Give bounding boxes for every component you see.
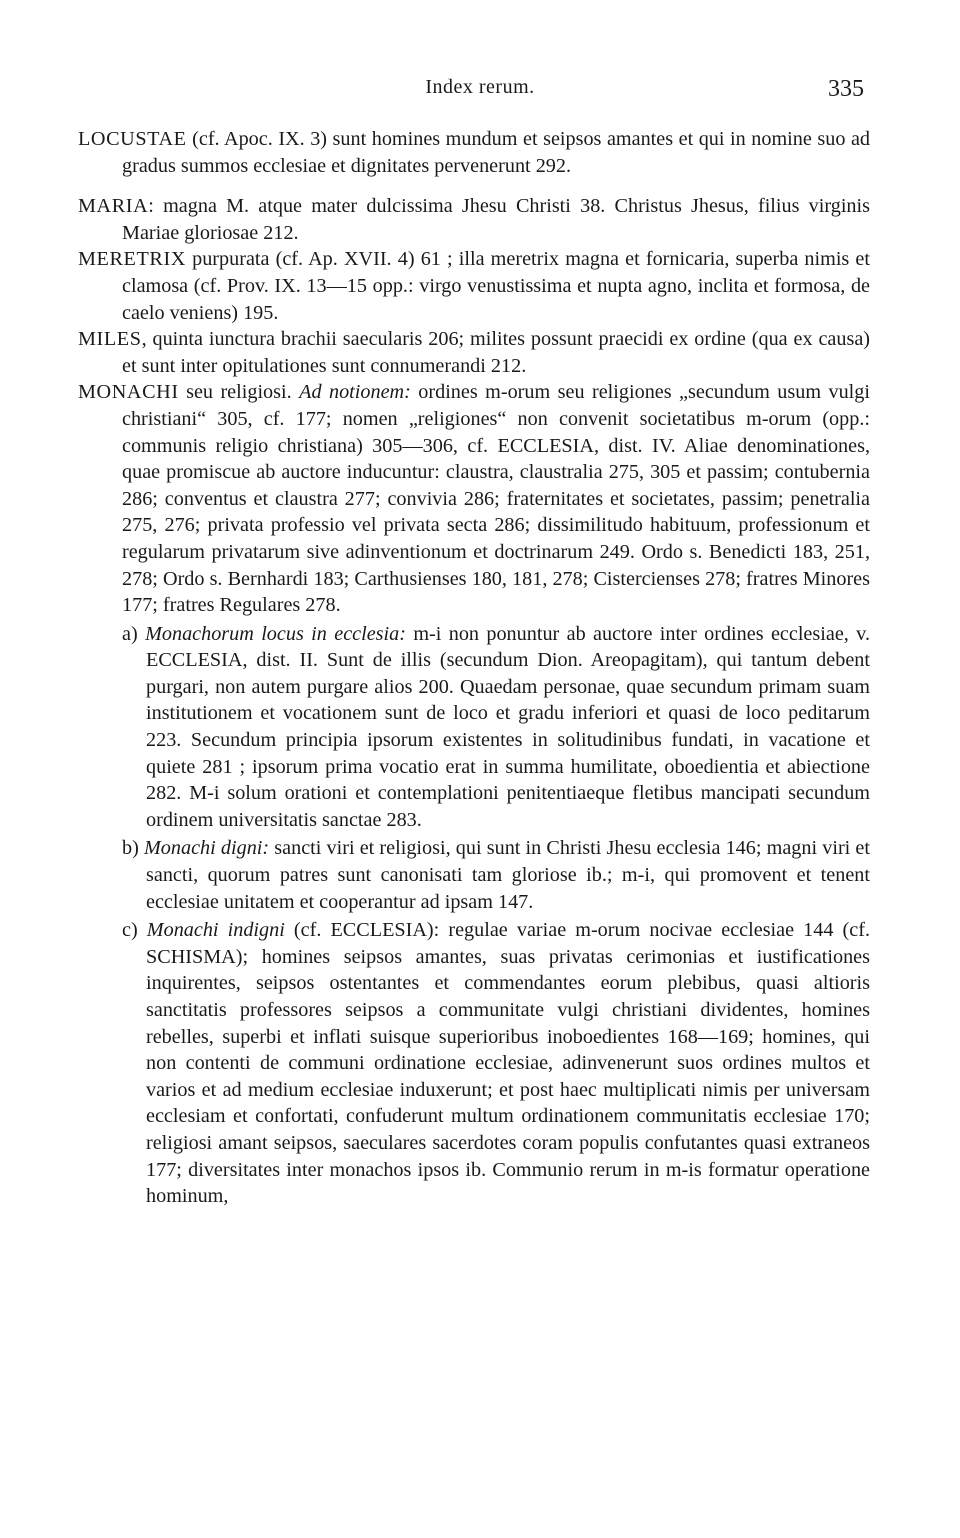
subentry-a: [122, 621, 870, 834]
entry-lead-italic: Ad notionem:: [299, 381, 411, 404]
entry-text: : magna M. atque mater dulcissima Jhesu Christi 38. Christus Jhesus, filius virginis Mariae gloriosae 212.: [122, 195, 870, 244]
subentry-title: Monachorum locus in ecclesia:: [145, 622, 406, 645]
index-entry-maria: [78, 193, 870, 246]
subentry-title: Monachi digni:: [143, 837, 270, 860]
entry-lead: seu religiosi.: [178, 381, 300, 404]
entry-headword: LOCUSTAE: [78, 128, 187, 150]
index-body: [78, 126, 870, 1212]
subentry-text: m-i non ponuntur ab auctore inter ordines ecclesiae, v. ECCLESIA, dist. II. Sunt de illis (secundum Dion. Areopagitam), qui tantum debent purgari, non autem purgare alios 200. Quaedam personae, quae secundum primam suam institutionem et vocationem sunt de loco et gradu inferiori et quasi de loco peditarum 223. Secundum principia ipsorum existentes in solitudinibus fundati, in vacatione et quiete 281 ; ipsorum prima vocatio erat in summa humilitate, oboedientia et abiectione 282. M-i solum orationi et contemplationi penitentiaeque fletibus mancipati secundum ordinem universitatis sanctae 283.: [146, 622, 871, 831]
subentry-label: a): [122, 622, 138, 645]
entry-headword: MERETRIX: [78, 248, 186, 271]
entry-headword: MONACHI: [78, 381, 179, 404]
page-number: 335: [828, 76, 864, 102]
subentry-b: [122, 835, 870, 915]
subentry-text: sancti viri et religiosi, qui sunt in Christi Jhesu ecclesia 146; magni viri et sancti, quorum patres sunt canonisati tam gloriose ib.; m-i, qui promovent et tenent ecclesiae unitatem et cooperantur ad ipsam 147.: [146, 837, 870, 913]
subentry-c: [122, 917, 870, 1210]
index-entry-miles: [78, 326, 870, 379]
subentry-label: c): [122, 919, 138, 942]
entry-text: purpurata (cf. Ap. XVII. 4) 61 ; illa meretrix magna et fornicaria, superba nimis et clamosa (cf. Prov. IX. 13—15 opp.: virgo venustissima et nupta agno, inclita et formosa, de caelo veniens) 195.: [122, 248, 870, 324]
subentry-label: b): [122, 837, 139, 860]
entry-headword: MARIA: [78, 195, 149, 218]
running-title: Index rerum.: [425, 76, 535, 98]
subentry-text: (cf. ECCLESIA): regulae variae m-orum nocivae ecclesiae 144 (cf. SCHISMA); homines seipsos amantes, suas privatas cerimonias et iustificationes inquirentes, seipsos ostentantes et commendantes eorum plebibus, quasi altioris sanctitatis professores seipsos a communitate vulgi christiani dividentes, homines rebelles, superbi et inflati suisque superioribus inoboedientes 168—169; homines, qui non contenti de communi ordinatione ecclesiae, adinvenerunt suos ordines multos et varios et ad medium ecclesiae induxerunt; et post haec multiplicati nimis per universam ecclesiam et confortati, confuderunt multum ordinationem communitatis ecclesiae 170; religiosi amant seipsos, saeculares sacerdotes coram populis confutantes quasi extraneos 177; diversitates inter monachos ipsos ib. Communio rerum in m-is formatur operatione hominum,: [146, 919, 870, 1208]
index-entry-meretrix: [78, 246, 870, 326]
subentry-title: Monachi indigni: [146, 919, 285, 942]
running-head: [0, 70, 960, 106]
index-entry-locustae: [78, 126, 870, 179]
entry-text: (cf. Apoc. IX. 3) sunt homines mundum et seipsos amantes et qui in nomine suo ad gradus summos ecclesiae et dignitates pervenerunt 292.: [122, 128, 870, 177]
entry-text: ordines m-orum seu religiones „secundum usum vulgi christiani“ 305, cf. 177; nomen „religiones“ non convenit societatibus m-orum (opp.: communis religio christiana) 305—306, cf. ECCLESIA, dist. IV. Aliae denominationes, quae promiscue ab auctore inducuntur: claustra, claustralia 275, 305 et passim; contubernia 286; conventus et claustra 277; convivia 286; fraternitates et societates, passim; penetralia 275, 276; privata professio vel privata secta 286; dissimilitudo habituum, professionum et regularum privatarum sive adinventionum et doctrinarum 249. Ordo s. Benedicti 183, 251, 278; Ordo s. Bernhardi 183; Carthusienses 180, 181, 278; Cistercienses 278; fratres Minores 177; fratres Regulares 278.: [122, 381, 870, 617]
entry-headword: MILES: [78, 328, 142, 351]
entry-text: , quinta iunctura brachii saecularis 206; milites possunt praecidi ex ordine (qua ex causa) et sunt inter opitulationes sunt connumerandi 212.: [122, 328, 870, 377]
index-entry-monachi: [78, 379, 870, 618]
